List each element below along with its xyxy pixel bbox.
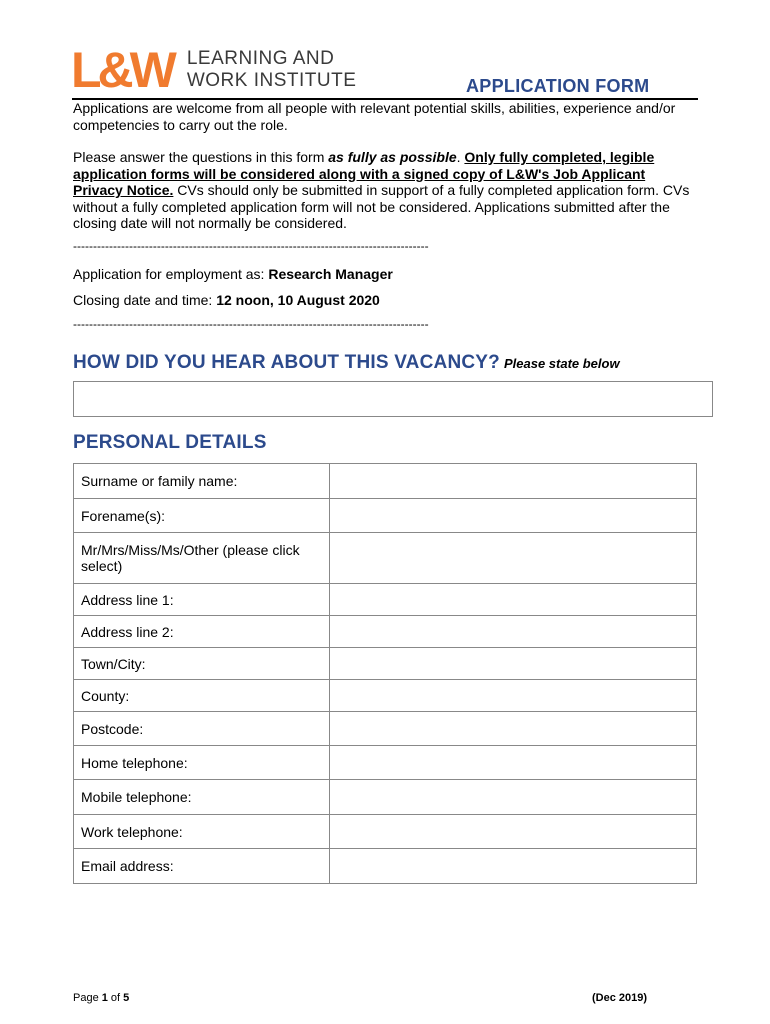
closing-value: 12 noon, 10 August 2020 — [216, 292, 380, 308]
intro-paragraph-1: Applications are welcome from all people with relevant potential skills, abilities, experience and/or competencies to carry out the role. — [73, 100, 676, 133]
divider-top: ----------------------------------------------------------------------------------------- — [73, 239, 429, 253]
home-telephone-field[interactable] — [330, 746, 697, 780]
address-line-2-field[interactable] — [330, 616, 697, 648]
intro-emphasis: as fully as possible — [328, 149, 457, 165]
table-row — [74, 648, 697, 680]
table-row — [74, 464, 697, 499]
county-field[interactable] — [330, 680, 697, 712]
mobile-telephone-field[interactable] — [330, 780, 697, 815]
surname-field[interactable] — [330, 464, 697, 499]
personal-heading: PERSONAL DETAILS — [73, 432, 267, 453]
row-label: Town/City: — [74, 648, 330, 680]
hear-heading-text: HOW DID YOU HEAR ABOUT THIS VACANCY? — [73, 352, 500, 373]
table-row — [74, 849, 697, 884]
table-row — [74, 533, 697, 584]
work-telephone-field[interactable] — [330, 815, 697, 849]
town-city-field[interactable] — [330, 648, 697, 680]
row-label: Mobile telephone: — [74, 780, 330, 815]
table-row — [74, 712, 697, 746]
title-select-field[interactable] — [330, 533, 697, 584]
logo-line-1: LEARNING AND — [186, 48, 335, 69]
forename-field[interactable] — [330, 499, 697, 533]
intro-text-a: Please answer the questions in this form — [73, 149, 329, 165]
intro-paragraph-2 — [73, 149, 698, 232]
table-row — [74, 815, 697, 849]
closing-label: Closing date and time: — [73, 292, 217, 308]
page-of: of — [107, 992, 124, 1004]
position-line — [73, 266, 393, 282]
closing-line — [73, 292, 380, 308]
row-label: Email address: — [74, 849, 330, 884]
page-number — [73, 992, 129, 1004]
row-label: Forename(s): — [74, 499, 330, 533]
row-label: Work telephone: — [74, 815, 330, 849]
table-row — [74, 780, 697, 815]
intro-text-c: . — [456, 149, 465, 165]
table-row — [74, 616, 697, 648]
version-date: (Dec 2019) — [592, 992, 648, 1004]
postcode-field[interactable] — [330, 712, 697, 746]
email-field[interactable] — [330, 849, 697, 884]
row-label: Home telephone: — [74, 746, 330, 780]
table-row — [74, 584, 697, 616]
table-row — [74, 680, 697, 712]
page-current: 1 — [101, 992, 108, 1004]
page-prefix: Page — [73, 992, 102, 1004]
row-label: County: — [74, 680, 330, 712]
position-label: Application for employment as: — [73, 266, 269, 282]
logo-text — [187, 48, 357, 92]
row-label: Surname or family name: — [74, 464, 330, 499]
personal-details-table — [73, 463, 697, 884]
logo — [71, 42, 357, 98]
row-label: Address line 2: — [74, 616, 330, 648]
divider-bottom: ----------------------------------------------------------------------------------------- — [73, 317, 429, 331]
position-value: Research Manager — [268, 266, 393, 282]
privacy-notice-link[interactable]: Only fully completed, legible application forms will be considered along with a signed copy of L&W's Job Applicant Privacy Notice. — [73, 149, 655, 198]
table-row — [74, 746, 697, 780]
row-label: Postcode: — [74, 712, 330, 746]
logo-mark: L&W — [71, 42, 173, 98]
table-row — [74, 499, 697, 533]
intro-text-e: CVs should only be submitted in support of a fully completed application form. CVs without a fully completed application form will not be considered. Applications submitted after the closing date will not normally be considered. — [73, 182, 690, 231]
form-title: APPLICATION FORM — [466, 76, 650, 96]
address-line-1-field[interactable] — [330, 584, 697, 616]
hear-heading — [73, 352, 620, 374]
row-label: Address line 1: — [74, 584, 330, 616]
row-label: Mr/Mrs/Miss/Ms/Other (please click select) — [74, 533, 330, 584]
logo-line-2: WORK INSTITUTE — [186, 70, 357, 91]
page-total: 5 — [123, 992, 130, 1004]
hear-note: Please state below — [503, 356, 620, 371]
hear-input[interactable] — [73, 381, 713, 417]
